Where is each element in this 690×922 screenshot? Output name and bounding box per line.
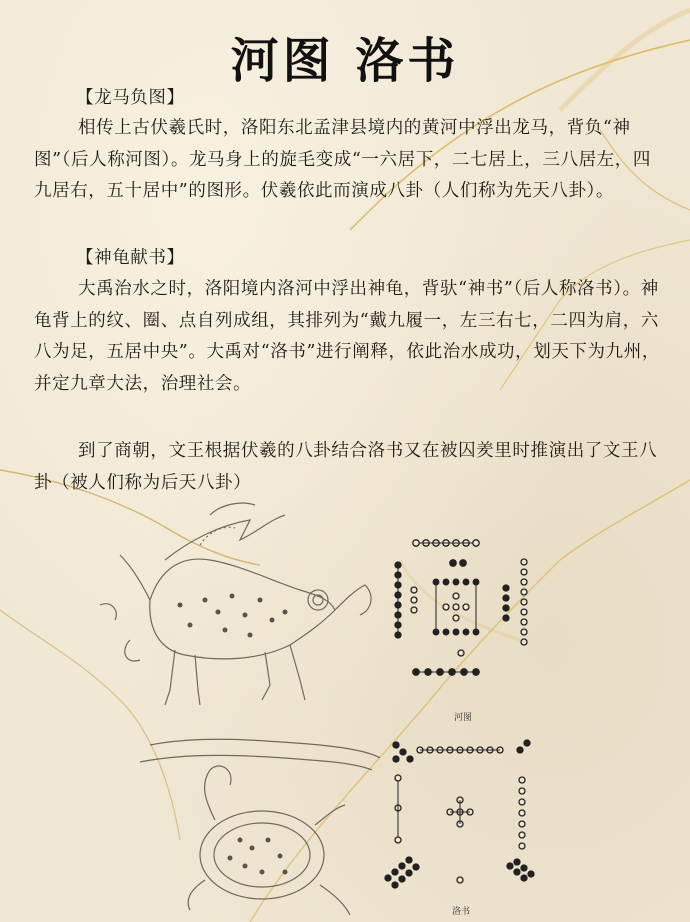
page-title: 河图 洛书 (230, 33, 460, 89)
hetu-caption: 河图 (454, 713, 473, 723)
hetu-diagram (395, 540, 527, 675)
dragon-horse-illustration (100, 503, 371, 705)
section-heading-shengui: 【神龟献书】 (76, 248, 185, 268)
luoshu-diagram (385, 740, 534, 888)
section-text-shengui: 大禹治水之时，洛阳境内洛河中浮出神龟，背驮“神书”（后人称洛书）。神龟背上的纹、圈、点自列成组，其排列为“戴九履一，左三右七，二四为肩，六八为足，五居中央”。大禹对“洛书”进行阐释，依此治水成功，划天下为九州，并定九章大法，治理社会。 (34, 279, 660, 394)
closing-text: 到了商朝，文王根据伏羲的八卦结合洛书又在被囚羑里时推演出了文王八卦（被人们称为后天八卦） (34, 441, 658, 493)
divine-turtle-illustration (140, 739, 380, 915)
section-heading-longma: 【龙马负图】 (76, 88, 185, 108)
luoshu-caption: 洛书 (452, 907, 471, 917)
section-text-longma: 相传上古伏羲氏时，洛阳东北孟津县境内的黄河中浮出龙马，背负“神图”（后人称河图）。龙马身上的旋毛变成“一六居下，二七居上，三八居左，四九居右，五十居中”的图形。伏羲依此而演成八卦（人们称为先天八卦）。 (34, 118, 651, 201)
